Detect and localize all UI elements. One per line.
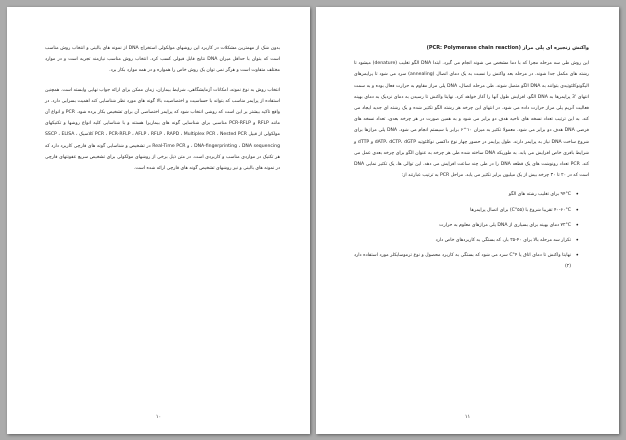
paragraph: این روش طی سه مرحله مجزا که با دما مشخص می شوند انجام می گیرد. ابتدا DNA الگو تغلیب (denature) میشود تا رشته های مکمل جدا شوند. در مرحله بعد واکنش را نسبت به یک دمای اتصال (annealing) سرد می شود تا پرایمرهای الیگونوکلئوتیدی بتوانند به DNA الگو متصل شوند. طی مرحله اتصال، DNA پلی مراز مقاوم به حرارت فعال بوده و به سمت انتهای '3 پرایمرها به DNA الگو، افزایش طول آنها را آغاز خواهد کرد. نهایتا واکنش تا رسیدن به دمای نزدیک به دمای بهینه فعالیت آنزیم پلی مراز حرارت داده می شود. در انتهای این چرخه هر رشته الگو تکثیر شده و یک رشته ای جدید ایجاد می کند. به این ترتیب تعداد نسخه های ناحیه هدف دو برابر می شود و به همین صورت در هر چرخه بعدی، تعداد نسخه های فرضی DNA هدف دو برابر می شود. معمولا تکثیر به میزان ۱۰^۶ برابر با سیستم انجام می شود. DNA پلی مرازها برای شروع ساخت DNA نیاز به پرایمر دارند. طول پرایمر در حضور چهار نوع داکسی نوکلئوتید dATP، dCTP، dGTP و dTTP و شرایط بافری خاص افزایش می یابد. به طوریکه DNA ساخته شده طی هر چرخه به عنوان الگو برای چرخه بعدی عمل می کند. PCR تعداد رونوشت های یک قطعه DNA را در طی چند ساعت افزایش می دهد. این توالی ها، یک تکثیر نمایی DNA است که در ۲۰ تا ۳۰ چرخه بیش از یک میلیون برابر تکثیر می یابد. مراحل PCR به ترتیب عبارتند از:: [354, 61, 590, 179]
document-page-left: [7, 7, 310, 434]
list-item: • نهایتا واکنش تا دمای اتاق یا ۴°C سرد می شود که بستگی به کاربرد محصول و نوع ترموسایکلر مورد استفاده دارد (۲): [354, 250, 579, 272]
page-left-body: [45, 43, 280, 182]
page-number: ۱۱: [464, 414, 471, 420]
paragraph: انتخاب روش به نوع نمونه، امکانات آزمایشگاهی، شرایط بیماران، زمان ممکن برای ارائه جواب نهایی وابسته است. همچنین استفاده از پرایمر مناسب که بتواند با حساسیت و اختصاصیت بالا گونه های مورد نظر شناسایی کند اهمیت بسزایی دارد. در واقع تاکید بیشتر بر این است که روشی انتخاب شود که پرایمر اختصاصی آن برای تشخیص بکار برده شود. PCR و انواع آن مانند RFLP و PCR-RFLP مناسبی برای شناسایی گونه های بیماریزا هستند و با شناسایی کلیه انواع روشها و تکنیکهای مولکولی از قبیل PCR ، PCR-RFLP ، AFLP ، RFLP ، RAPD ، Multiplex PCR ، Nested PCR کلاسیک ، SSCP ، ELISA ، DNA-fingerprinting ، DNA sequencing و Real-Time PCR در تشخیص و شناسایی گونه های قارچی کاربرد دارد که هر تکنیک در مواردی مناسب و کاربردی است. در متن ذیل برخی از روشهای مولکولی برای تشخیص سریع عفونتهای قارچی در نمونه های بالینی و نیز روشهای تشخیص گونه های قارچی ارائه شده است.: [45, 87, 281, 172]
list-item: • تکرار سه مرحله بالا برای ۴۰-۲۵ بار، که بستگی به کاربردهای خاص دارد: [354, 235, 579, 246]
list-item: • ۷۲°C دمای بهینه برای بسیاری از DNA پلی مرازهای معلوم به حرارت: [354, 220, 579, 231]
page-right-body: [354, 43, 589, 277]
list-item: • ۴۰-۶۰°C تقریبا شروع با (۵۵°C) برای اتصال پرایمرها: [354, 205, 579, 216]
paragraph: بدون شک از مهمترین مشکلات در کاربرد این روشهای مولکولی استخراج DNA از نمونه های بالینی و انتخاب روش مناسب است که بتوان با حداقل میزان DNA نتایج قابل قبولی کسب کرد. انتخاب روش مناسب نیازمند تجربه است و در موارد مختلف متفاوت است و هرگز نمی توان یک روش خاص را همواره و در همه موارد بکار برد.: [45, 46, 280, 74]
page-number: ۱۰: [155, 414, 162, 420]
document-page-right: [316, 7, 619, 434]
section-heading: واکنش زنجیره ای پلی مراز (PCR: Polymerase chain reaction): [426, 45, 589, 51]
list-item: • ۹۴°C برای تغلیب رشته های الگو: [354, 189, 579, 200]
pcr-steps-list: [354, 189, 589, 272]
